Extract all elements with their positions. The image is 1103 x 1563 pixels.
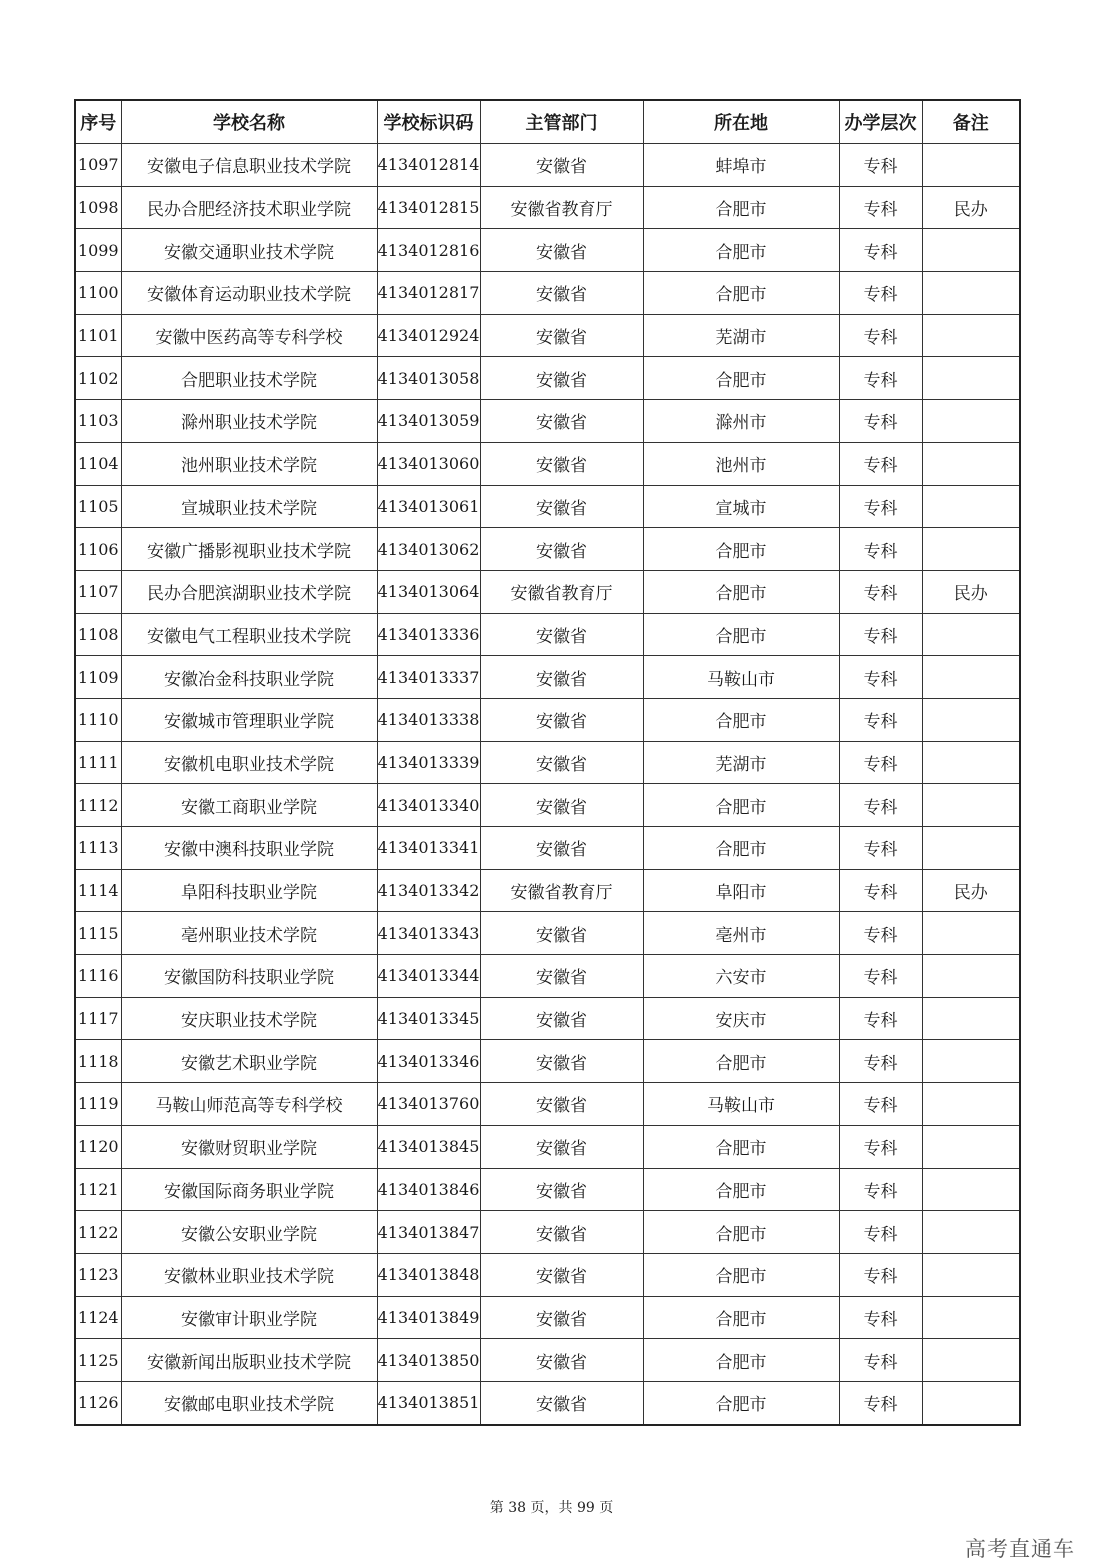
cell-school-name: 合肥职业技术学院 bbox=[121, 357, 377, 400]
cell-school-code: 4134013850 bbox=[377, 1339, 480, 1382]
cell-location: 合肥市 bbox=[643, 1296, 839, 1339]
cell-level: 专科 bbox=[839, 656, 922, 699]
table-row bbox=[75, 314, 1020, 357]
cell-index: 1102 bbox=[75, 357, 121, 400]
cell-department: 安徽省 bbox=[480, 784, 643, 827]
cell-index: 1107 bbox=[75, 570, 121, 613]
cell-school-name: 安徽新闻出版职业技术学院 bbox=[121, 1339, 377, 1382]
cell-level: 专科 bbox=[839, 997, 922, 1040]
cell-remarks bbox=[922, 229, 1020, 272]
table-row bbox=[75, 912, 1020, 955]
cell-location: 六安市 bbox=[643, 955, 839, 998]
header-school-code: 学校标识码 bbox=[377, 100, 480, 144]
cell-level: 专科 bbox=[839, 1083, 922, 1126]
cell-school-name: 亳州职业技术学院 bbox=[121, 912, 377, 955]
table-row bbox=[75, 570, 1020, 613]
cell-school-code: 4134012815 bbox=[377, 186, 480, 229]
cell-school-code: 4134013845 bbox=[377, 1125, 480, 1168]
cell-department: 安徽省 bbox=[480, 1083, 643, 1126]
cell-location: 合肥市 bbox=[643, 357, 839, 400]
cell-school-code: 4134012817 bbox=[377, 272, 480, 315]
cell-remarks bbox=[922, 827, 1020, 870]
cell-index: 1104 bbox=[75, 442, 121, 485]
cell-school-code: 4134013058 bbox=[377, 357, 480, 400]
cell-remarks bbox=[922, 1211, 1020, 1254]
cell-level: 专科 bbox=[839, 1253, 922, 1296]
cell-level: 专科 bbox=[839, 186, 922, 229]
cell-department: 安徽省教育厅 bbox=[480, 869, 643, 912]
table-row bbox=[75, 827, 1020, 870]
cell-school-name: 阜阳科技职业学院 bbox=[121, 869, 377, 912]
cell-location: 合肥市 bbox=[643, 1125, 839, 1168]
cell-school-name: 池州职业技术学院 bbox=[121, 442, 377, 485]
table-row bbox=[75, 400, 1020, 443]
cell-location: 芜湖市 bbox=[643, 741, 839, 784]
cell-index: 1106 bbox=[75, 528, 121, 571]
cell-level: 专科 bbox=[839, 229, 922, 272]
cell-school-code: 4134013059 bbox=[377, 400, 480, 443]
cell-location: 阜阳市 bbox=[643, 869, 839, 912]
cell-remarks: 民办 bbox=[922, 570, 1020, 613]
cell-location: 合肥市 bbox=[643, 827, 839, 870]
cell-department: 安徽省 bbox=[480, 741, 643, 784]
cell-index: 1115 bbox=[75, 912, 121, 955]
cell-remarks bbox=[922, 357, 1020, 400]
cell-index: 1126 bbox=[75, 1381, 121, 1424]
cell-index: 1111 bbox=[75, 741, 121, 784]
table-row bbox=[75, 485, 1020, 528]
cell-level: 专科 bbox=[839, 528, 922, 571]
cell-department: 安徽省 bbox=[480, 827, 643, 870]
cell-index: 1099 bbox=[75, 229, 121, 272]
cell-school-code: 4134013345 bbox=[377, 997, 480, 1040]
cell-department: 安徽省教育厅 bbox=[480, 186, 643, 229]
cell-department: 安徽省 bbox=[480, 400, 643, 443]
cell-index: 1113 bbox=[75, 827, 121, 870]
cell-location: 合肥市 bbox=[643, 784, 839, 827]
table-row bbox=[75, 357, 1020, 400]
cell-school-code: 4134013342 bbox=[377, 869, 480, 912]
cell-index: 1109 bbox=[75, 656, 121, 699]
cell-location: 合肥市 bbox=[643, 1040, 839, 1083]
cell-school-name: 安徽电气工程职业技术学院 bbox=[121, 613, 377, 656]
table-row bbox=[75, 1040, 1020, 1083]
cell-index: 1110 bbox=[75, 698, 121, 741]
cell-level: 专科 bbox=[839, 955, 922, 998]
cell-location: 合肥市 bbox=[643, 1168, 839, 1211]
cell-level: 专科 bbox=[839, 912, 922, 955]
cell-school-name: 安徽审计职业学院 bbox=[121, 1296, 377, 1339]
cell-index: 1116 bbox=[75, 955, 121, 998]
cell-department: 安徽省 bbox=[480, 1168, 643, 1211]
cell-school-name: 安徽艺术职业学院 bbox=[121, 1040, 377, 1083]
table-row bbox=[75, 997, 1020, 1040]
cell-index: 1101 bbox=[75, 314, 121, 357]
table-row bbox=[75, 272, 1020, 315]
cell-school-code: 4134013846 bbox=[377, 1168, 480, 1211]
cell-index: 1103 bbox=[75, 400, 121, 443]
cell-department: 安徽省 bbox=[480, 442, 643, 485]
table-row bbox=[75, 1083, 1020, 1126]
cell-department: 安徽省 bbox=[480, 314, 643, 357]
table-row bbox=[75, 442, 1020, 485]
cell-level: 专科 bbox=[839, 272, 922, 315]
cell-level: 专科 bbox=[839, 1125, 922, 1168]
cell-index: 1114 bbox=[75, 869, 121, 912]
cell-school-name: 安徽财贸职业学院 bbox=[121, 1125, 377, 1168]
cell-remarks bbox=[922, 656, 1020, 699]
cell-location: 合肥市 bbox=[643, 229, 839, 272]
cell-level: 专科 bbox=[839, 485, 922, 528]
cell-location: 宣城市 bbox=[643, 485, 839, 528]
cell-school-code: 4134013851 bbox=[377, 1381, 480, 1424]
cell-school-name: 安徽邮电职业技术学院 bbox=[121, 1381, 377, 1424]
table-row bbox=[75, 1381, 1020, 1424]
table-row bbox=[75, 656, 1020, 699]
cell-remarks bbox=[922, 144, 1020, 187]
table-row bbox=[75, 528, 1020, 571]
cell-remarks bbox=[922, 1381, 1020, 1424]
cell-location: 池州市 bbox=[643, 442, 839, 485]
table-row bbox=[75, 144, 1020, 187]
cell-remarks bbox=[922, 528, 1020, 571]
cell-school-code: 4134013339 bbox=[377, 741, 480, 784]
cell-level: 专科 bbox=[839, 869, 922, 912]
cell-remarks bbox=[922, 485, 1020, 528]
cell-level: 专科 bbox=[839, 1339, 922, 1382]
cell-school-name: 滁州职业技术学院 bbox=[121, 400, 377, 443]
cell-department: 安徽省 bbox=[480, 613, 643, 656]
cell-location: 亳州市 bbox=[643, 912, 839, 955]
cell-school-name: 安徽林业职业技术学院 bbox=[121, 1253, 377, 1296]
cell-index: 1105 bbox=[75, 485, 121, 528]
cell-department: 安徽省 bbox=[480, 912, 643, 955]
cell-location: 合肥市 bbox=[643, 698, 839, 741]
cell-level: 专科 bbox=[839, 400, 922, 443]
cell-department: 安徽省 bbox=[480, 1339, 643, 1382]
cell-level: 专科 bbox=[839, 1168, 922, 1211]
cell-index: 1123 bbox=[75, 1253, 121, 1296]
cell-remarks bbox=[922, 1040, 1020, 1083]
table-row bbox=[75, 698, 1020, 741]
cell-school-code: 4134013338 bbox=[377, 698, 480, 741]
cell-department: 安徽省 bbox=[480, 1211, 643, 1254]
cell-level: 专科 bbox=[839, 442, 922, 485]
cell-school-name: 安徽冶金科技职业学院 bbox=[121, 656, 377, 699]
cell-index: 1122 bbox=[75, 1211, 121, 1254]
cell-location: 安庆市 bbox=[643, 997, 839, 1040]
cell-department: 安徽省 bbox=[480, 229, 643, 272]
cell-level: 专科 bbox=[839, 613, 922, 656]
cell-index: 1124 bbox=[75, 1296, 121, 1339]
cell-level: 专科 bbox=[839, 357, 922, 400]
cell-department: 安徽省 bbox=[480, 997, 643, 1040]
cell-location: 蚌埠市 bbox=[643, 144, 839, 187]
cell-index: 1120 bbox=[75, 1125, 121, 1168]
cell-index: 1112 bbox=[75, 784, 121, 827]
cell-location: 滁州市 bbox=[643, 400, 839, 443]
cell-index: 1119 bbox=[75, 1083, 121, 1126]
cell-school-name: 安徽城市管理职业学院 bbox=[121, 698, 377, 741]
cell-remarks bbox=[922, 1168, 1020, 1211]
cell-school-code: 4134013849 bbox=[377, 1296, 480, 1339]
cell-index: 1097 bbox=[75, 144, 121, 187]
cell-school-code: 4134013848 bbox=[377, 1253, 480, 1296]
cell-school-code: 4134012924 bbox=[377, 314, 480, 357]
cell-level: 专科 bbox=[839, 827, 922, 870]
page-number: 第 38 页，共 99 页 bbox=[489, 1500, 614, 1516]
cell-school-name: 安徽国际商务职业学院 bbox=[121, 1168, 377, 1211]
cell-remarks bbox=[922, 741, 1020, 784]
cell-school-code: 4134013340 bbox=[377, 784, 480, 827]
cell-school-name: 安徽中医药高等专科学校 bbox=[121, 314, 377, 357]
cell-department: 安徽省 bbox=[480, 1296, 643, 1339]
cell-level: 专科 bbox=[839, 1381, 922, 1424]
cell-school-code: 4134012816 bbox=[377, 229, 480, 272]
cell-level: 专科 bbox=[839, 741, 922, 784]
cell-location: 马鞍山市 bbox=[643, 656, 839, 699]
header-location: 所在地 bbox=[643, 100, 839, 144]
table-row bbox=[75, 229, 1020, 272]
cell-school-name: 安徽国防科技职业学院 bbox=[121, 955, 377, 998]
cell-department: 安徽省 bbox=[480, 656, 643, 699]
cell-department: 安徽省 bbox=[480, 485, 643, 528]
cell-location: 合肥市 bbox=[643, 528, 839, 571]
header-department: 主管部门 bbox=[480, 100, 643, 144]
cell-school-code: 4134013346 bbox=[377, 1040, 480, 1083]
cell-location: 合肥市 bbox=[643, 1211, 839, 1254]
cell-index: 1117 bbox=[75, 997, 121, 1040]
cell-level: 专科 bbox=[839, 144, 922, 187]
header-school-name: 学校名称 bbox=[121, 100, 377, 144]
cell-department: 安徽省 bbox=[480, 1381, 643, 1424]
header-level: 办学层次 bbox=[839, 100, 922, 144]
cell-school-code: 4134013344 bbox=[377, 955, 480, 998]
table-row bbox=[75, 1253, 1020, 1296]
cell-school-name: 安徽机电职业技术学院 bbox=[121, 741, 377, 784]
cell-department: 安徽省 bbox=[480, 1125, 643, 1168]
cell-remarks bbox=[922, 912, 1020, 955]
cell-department: 安徽省 bbox=[480, 528, 643, 571]
cell-department: 安徽省教育厅 bbox=[480, 570, 643, 613]
cell-remarks: 民办 bbox=[922, 869, 1020, 912]
table-row bbox=[75, 1296, 1020, 1339]
cell-remarks bbox=[922, 314, 1020, 357]
cell-school-name: 安徽体育运动职业技术学院 bbox=[121, 272, 377, 315]
cell-remarks bbox=[922, 784, 1020, 827]
cell-school-name: 民办合肥经济技术职业学院 bbox=[121, 186, 377, 229]
cell-school-name: 安徽公安职业学院 bbox=[121, 1211, 377, 1254]
table-row bbox=[75, 1125, 1020, 1168]
cell-index: 1108 bbox=[75, 613, 121, 656]
cell-location: 合肥市 bbox=[643, 613, 839, 656]
cell-remarks bbox=[922, 1253, 1020, 1296]
cell-remarks bbox=[922, 400, 1020, 443]
cell-location: 芜湖市 bbox=[643, 314, 839, 357]
table-row bbox=[75, 869, 1020, 912]
cell-index: 1098 bbox=[75, 186, 121, 229]
cell-remarks bbox=[922, 613, 1020, 656]
cell-department: 安徽省 bbox=[480, 357, 643, 400]
table-row bbox=[75, 955, 1020, 998]
cell-location: 合肥市 bbox=[643, 1339, 839, 1382]
cell-level: 专科 bbox=[839, 784, 922, 827]
cell-school-code: 4134013760 bbox=[377, 1083, 480, 1126]
table-row bbox=[75, 784, 1020, 827]
cell-school-code: 4134013847 bbox=[377, 1211, 480, 1254]
cell-remarks bbox=[922, 1339, 1020, 1382]
cell-remarks bbox=[922, 442, 1020, 485]
cell-school-code: 4134013064 bbox=[377, 570, 480, 613]
cell-school-code: 4134013336 bbox=[377, 613, 480, 656]
cell-remarks: 民办 bbox=[922, 186, 1020, 229]
cell-remarks bbox=[922, 698, 1020, 741]
school-list-table bbox=[74, 99, 1021, 1426]
table-row bbox=[75, 613, 1020, 656]
cell-school-code: 4134013060 bbox=[377, 442, 480, 485]
table-row bbox=[75, 1168, 1020, 1211]
cell-school-name: 民办合肥滨湖职业技术学院 bbox=[121, 570, 377, 613]
cell-level: 专科 bbox=[839, 1040, 922, 1083]
cell-school-name: 安徽中澳科技职业学院 bbox=[121, 827, 377, 870]
cell-remarks bbox=[922, 955, 1020, 998]
cell-department: 安徽省 bbox=[480, 272, 643, 315]
cell-school-name: 安徽电子信息职业技术学院 bbox=[121, 144, 377, 187]
cell-school-code: 4134013062 bbox=[377, 528, 480, 571]
cell-school-code: 4134012814 bbox=[377, 144, 480, 187]
cell-remarks bbox=[922, 997, 1020, 1040]
header-remarks: 备注 bbox=[922, 100, 1020, 144]
cell-location: 合肥市 bbox=[643, 272, 839, 315]
cell-department: 安徽省 bbox=[480, 955, 643, 998]
watermark-text: 高考直通车 bbox=[965, 1537, 1075, 1561]
cell-department: 安徽省 bbox=[480, 1040, 643, 1083]
cell-location: 合肥市 bbox=[643, 186, 839, 229]
cell-remarks bbox=[922, 1296, 1020, 1339]
cell-index: 1125 bbox=[75, 1339, 121, 1382]
table-header-row bbox=[75, 100, 1020, 144]
cell-school-code: 4134013341 bbox=[377, 827, 480, 870]
cell-location: 合肥市 bbox=[643, 570, 839, 613]
cell-level: 专科 bbox=[839, 314, 922, 357]
table-row bbox=[75, 741, 1020, 784]
cell-index: 1118 bbox=[75, 1040, 121, 1083]
cell-location: 合肥市 bbox=[643, 1253, 839, 1296]
cell-school-name: 安徽工商职业学院 bbox=[121, 784, 377, 827]
cell-department: 安徽省 bbox=[480, 144, 643, 187]
cell-remarks bbox=[922, 1083, 1020, 1126]
cell-index: 1121 bbox=[75, 1168, 121, 1211]
table-row bbox=[75, 1211, 1020, 1254]
cell-location: 马鞍山市 bbox=[643, 1083, 839, 1126]
cell-remarks bbox=[922, 1125, 1020, 1168]
cell-location: 合肥市 bbox=[643, 1381, 839, 1424]
cell-department: 安徽省 bbox=[480, 698, 643, 741]
cell-school-name: 马鞍山师范高等专科学校 bbox=[121, 1083, 377, 1126]
cell-level: 专科 bbox=[839, 698, 922, 741]
table-row bbox=[75, 1339, 1020, 1382]
cell-school-code: 4134013343 bbox=[377, 912, 480, 955]
cell-school-name: 安徽交通职业技术学院 bbox=[121, 229, 377, 272]
cell-school-name: 安徽广播影视职业技术学院 bbox=[121, 528, 377, 571]
cell-index: 1100 bbox=[75, 272, 121, 315]
cell-level: 专科 bbox=[839, 1296, 922, 1339]
table-row bbox=[75, 186, 1020, 229]
cell-school-name: 宣城职业技术学院 bbox=[121, 485, 377, 528]
cell-school-code: 4134013337 bbox=[377, 656, 480, 699]
cell-level: 专科 bbox=[839, 1211, 922, 1254]
cell-remarks bbox=[922, 272, 1020, 315]
cell-department: 安徽省 bbox=[480, 1253, 643, 1296]
cell-level: 专科 bbox=[839, 570, 922, 613]
cell-school-code: 4134013061 bbox=[377, 485, 480, 528]
header-index: 序号 bbox=[75, 100, 121, 144]
cell-school-name: 安庆职业技术学院 bbox=[121, 997, 377, 1040]
